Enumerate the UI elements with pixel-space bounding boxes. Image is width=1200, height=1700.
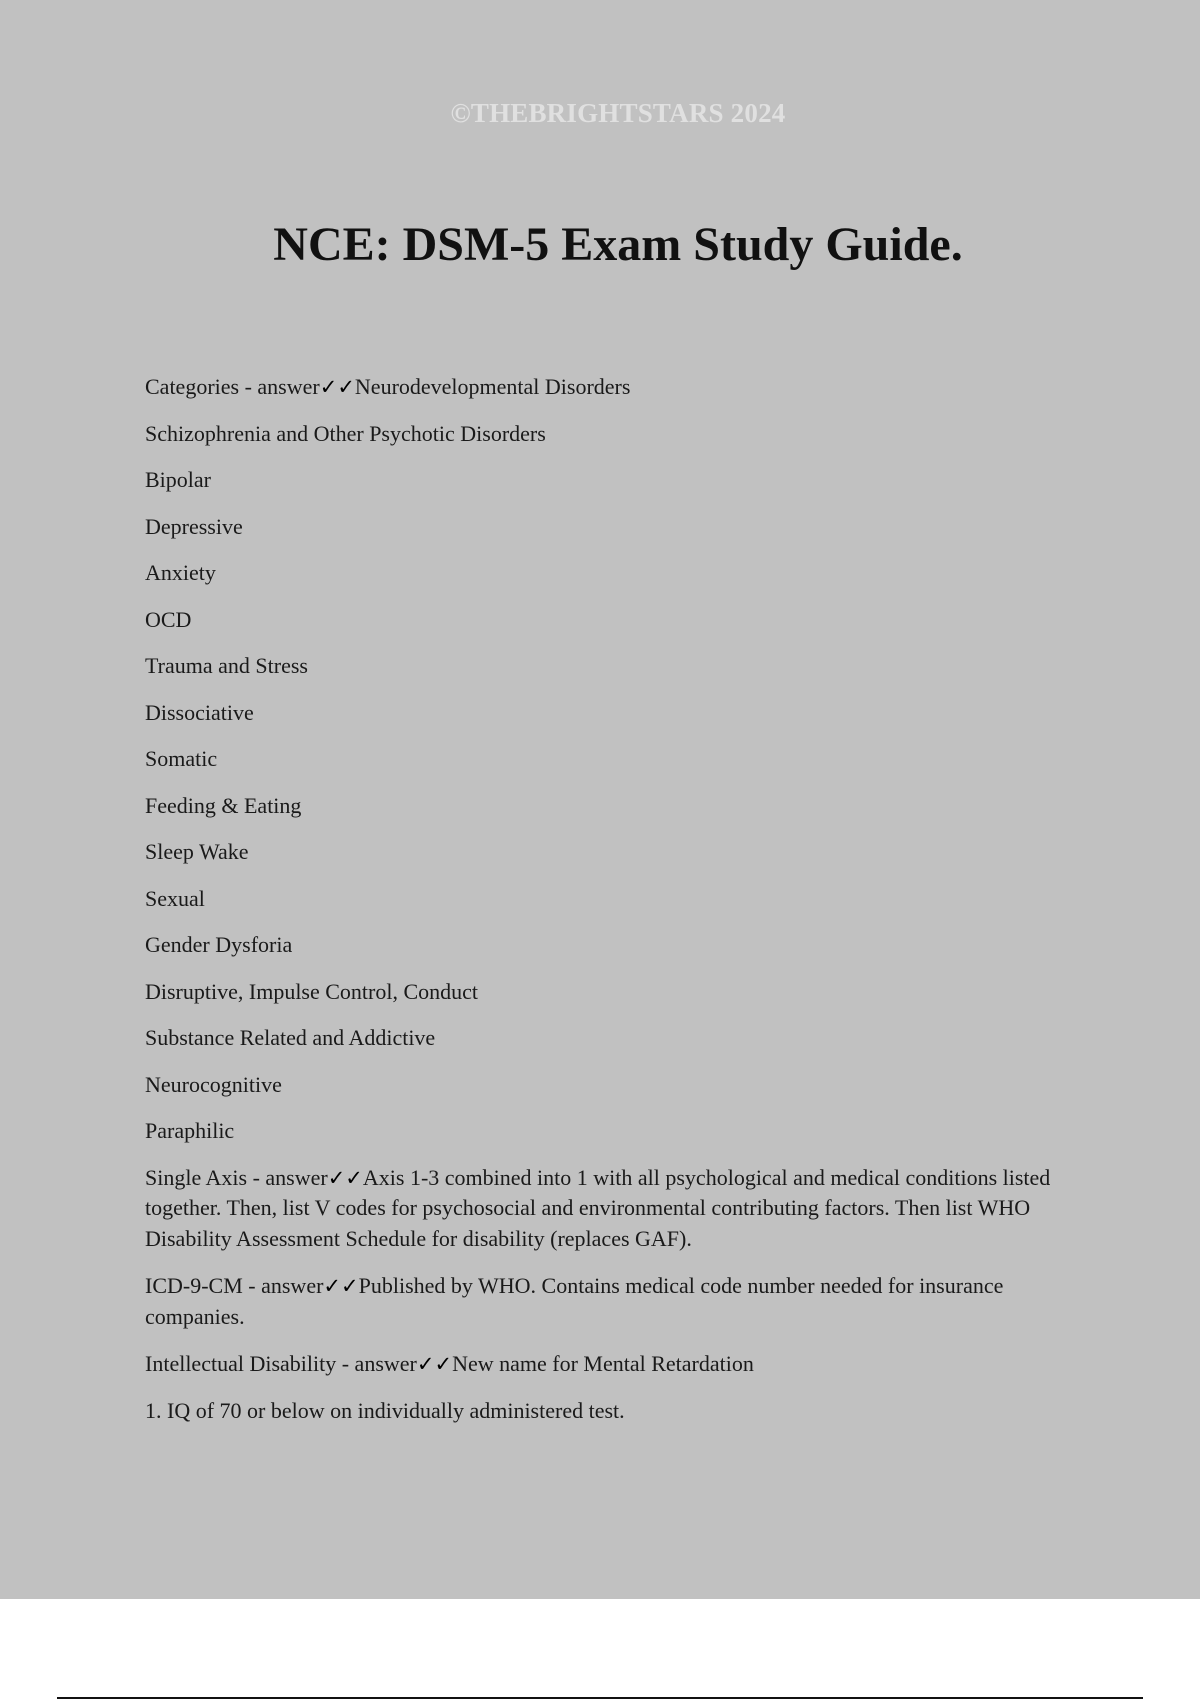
entry-definition: Axis 1-3 combined into 1 with all psychological and medical conditions listed together. Then, list V codes for psychosocial and environmental contributing factors. Then list WHO Disability Assessment Schedule for disability (replaces GAF). [145,1164,1051,1251]
entry-term: ICD-9-CM - answer [145,1273,324,1298]
category-item: Neurocognitive [145,1071,282,1097]
entry-definition: Published by WHO. Contains medical code number needed for insurance companies. [145,1273,1004,1329]
entry-term: Intellectual Disability - answer [145,1351,417,1376]
category-item: Neurodevelopmental Disorders [354,374,631,399]
checkmark-icon: ✓✓ [416,1352,453,1376]
category-item: Substance Related and Addictive [145,1025,436,1050]
document-title: NCE: DSM-5 Exam Study Guide. [273,218,963,271]
category-item: Disruptive, Impulse Control, Conduct [145,978,479,1004]
category-item: Anxiety [145,560,216,585]
category-item: Feeding & Eating [145,792,302,818]
entry-term: Categories - answer [145,374,320,399]
category-item: OCD [145,606,192,632]
criteria-item: 1. IQ of 70 or below on individually administered test. [145,1397,625,1423]
checkmark-icon: ✓✓ [327,1165,363,1190]
category-item: Bipolar [145,467,211,492]
intellectual-disability-entry [145,1349,1090,1379]
category-item: Sexual [145,885,205,911]
entry-definition: New name for Mental Retardation [452,1351,754,1376]
category-item: Depressive [145,513,243,539]
study-guide-content [145,372,1090,1442]
icd-9-cm-entry [145,1271,1090,1332]
category-item: Sleep Wake [145,839,249,864]
category-item: Dissociative [145,699,254,725]
category-item: Paraphilic [145,1118,235,1143]
category-item: Gender Dysforia [145,932,293,957]
entry-term: Single Axis - answer [145,1164,328,1190]
category-item: Schizophrenia and Other Psychotic Disorders [145,420,546,446]
category-item: Somatic [145,746,218,771]
footer-divider [57,1697,1143,1699]
single-axis-entry [145,1163,1090,1255]
watermark: ©THEBRIGHTSTARS 2024 [450,98,786,128]
categories-entry [145,372,1090,402]
category-item: Trauma and Stress [145,653,308,678]
checkmark-icon: ✓✓ [323,1274,359,1298]
checkmark-icon: ✓✓ [319,375,355,399]
